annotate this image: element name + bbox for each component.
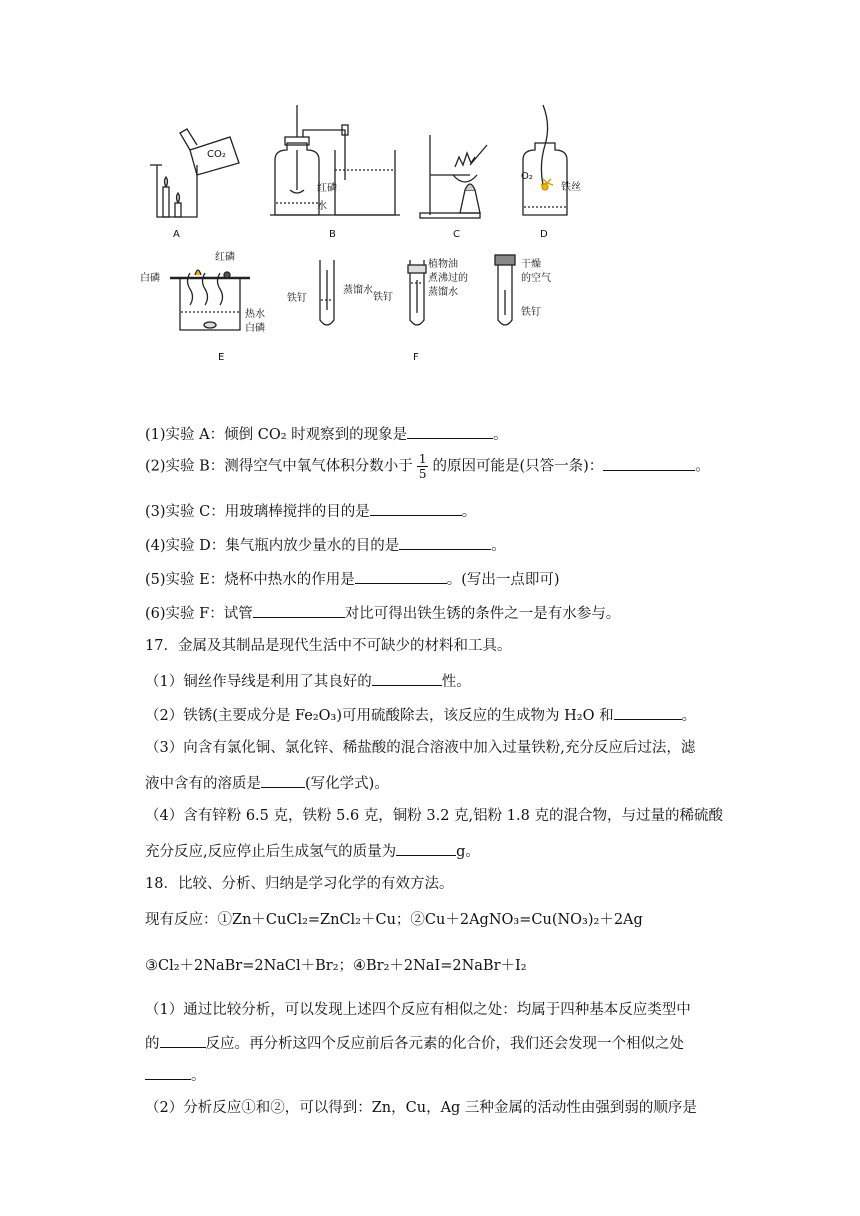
label-d: D xyxy=(540,229,548,240)
answer-blank[interactable] xyxy=(396,840,456,856)
problem-18-1a: （1）通过比较分析，可以发现上述四个反应有相似之处：均属于四种基本反应类型中 xyxy=(145,1002,691,1018)
label-nail-3: 铁钉 xyxy=(521,307,541,318)
label-boiled-water: 蒸馏水 xyxy=(428,287,458,298)
label-distilled-water: 蒸馏水 xyxy=(343,285,373,296)
answer-blank[interactable] xyxy=(145,1064,191,1080)
experiment-figure xyxy=(135,95,695,370)
label-a: A xyxy=(173,229,180,240)
label-white-phosphorus-bottom: 白磷 xyxy=(245,323,265,334)
question-4: (4)实验 D：集气瓶内放少量水的目的是 。 xyxy=(145,534,506,556)
question-2: (2)实验 B：测得空气中氧气体积分数小于 $\frac{1}{5}$ 的原因可能是(只答一条)： 。 xyxy=(145,452,710,481)
problem-17-1: （1）铜丝作导线是利用了其良好的 性。 xyxy=(145,670,471,692)
label-vegetable-oil: 植物油 xyxy=(428,259,458,270)
answer-blank[interactable] xyxy=(614,704,682,720)
answer-blank[interactable] xyxy=(603,455,695,471)
problem-18-1c: 。 xyxy=(145,1064,206,1086)
answer-blank[interactable] xyxy=(370,500,462,516)
problem-17-4a: （4）含有锌粉 6.5 克，铁粉 5.6 克，铜粉 3.2 克,铝粉 1.8 克的混合物，与过量的稀硫酸 xyxy=(145,808,723,824)
question-3: (3)实验 C：用玻璃棒搅拌的目的是 。 xyxy=(145,500,476,522)
problem-18-reactions-2: ③Cl₂＋2NaBr=2NaCl＋Br₂；④Br₂＋2NaI=2NaBr＋I₂ xyxy=(145,958,527,974)
answer-blank[interactable] xyxy=(160,1032,206,1048)
label-b: B xyxy=(329,229,336,240)
problem-18-reactions-1: 现有反应：①Zn＋CuCl₂=ZnCl₂＋Cu；②Cu＋2AgNO₃=Cu(NO₃)₂＋2Ag xyxy=(145,912,643,928)
answer-blank[interactable] xyxy=(399,534,491,550)
label-iron-wire: 铁丝 xyxy=(561,182,581,193)
label-e: E xyxy=(218,352,225,363)
question-5: (5)实验 E：烧杯中热水的作用是 。(写出一点即可) xyxy=(145,568,560,590)
problem-18-1b: 的 反应。再分析这四个反应前后各元素的化合价，我们还会发现一个相似之处 xyxy=(145,1032,684,1054)
answer-blank[interactable] xyxy=(407,423,493,439)
problem-17-3b: 液中含有的溶质是 (写化学式)。 xyxy=(145,772,389,794)
problem-17-2: （2）铁锈(主要成分是 Fe₂O₃)可用硫酸除去，该反应的生成物为 H₂O 和 。 xyxy=(145,704,696,726)
answer-blank[interactable] xyxy=(253,602,345,618)
label-dry-air: 的空气 xyxy=(521,273,551,284)
label-nail-1: 铁钉 xyxy=(287,293,307,304)
label-c: C xyxy=(453,229,460,240)
answer-blank[interactable] xyxy=(372,670,442,686)
apparatus-e xyxy=(170,270,250,330)
label-nail-2: 铁钉 xyxy=(373,292,393,303)
apparatus-b xyxy=(270,105,400,215)
answer-blank[interactable] xyxy=(355,568,447,584)
label-red-phosphorus-b: 红磷 xyxy=(317,183,337,194)
label-f: F xyxy=(413,352,419,363)
label-co2: CO₂ xyxy=(207,149,226,160)
apparatus-d xyxy=(523,105,567,215)
fraction: $\frac{1}{5}$ xyxy=(418,452,427,481)
label-dry: 干燥 xyxy=(521,259,541,270)
label-white-phosphorus: 白磷 xyxy=(140,273,160,284)
problem-18-2: （2）分析反应①和②，可以得到：Zn，Cu，Ag 三种金属的活动性由强到弱的顺序是 xyxy=(145,1100,697,1116)
label-hot-water: 热水 xyxy=(245,309,265,320)
problem-17-3a: （3）向含有氯化铜、氯化锌、稀盐酸的混合溶液中加入过量铁粉,充分反应后过法，滤 xyxy=(145,740,696,756)
answer-blank[interactable] xyxy=(261,772,305,788)
label-o2: O₂ xyxy=(521,171,533,182)
problem-17: 17．金属及其制品是现代生活中不可缺少的材料和工具。 xyxy=(145,638,512,654)
label-water-b: 水 xyxy=(317,201,327,212)
problem-17-4b: 充分反应,反应停止后生成氢气的质量为 g。 xyxy=(145,840,480,862)
apparatus-a xyxy=(150,129,239,217)
question-1: (1)实验 A：倾倒 CO₂ 时观察到的现象是 。 xyxy=(145,423,508,445)
problem-18: 18．比较、分析、归纳是学习化学的有效方法。 xyxy=(145,876,454,892)
question-6: (6)实验 F：试管 对比可得出铁生锈的条件之一是有水参与。 xyxy=(145,602,620,624)
label-red-phosphorus-e: 红磷 xyxy=(215,252,235,263)
apparatus-c xyxy=(420,135,487,218)
label-boiled: 煮沸过的 xyxy=(428,273,468,284)
